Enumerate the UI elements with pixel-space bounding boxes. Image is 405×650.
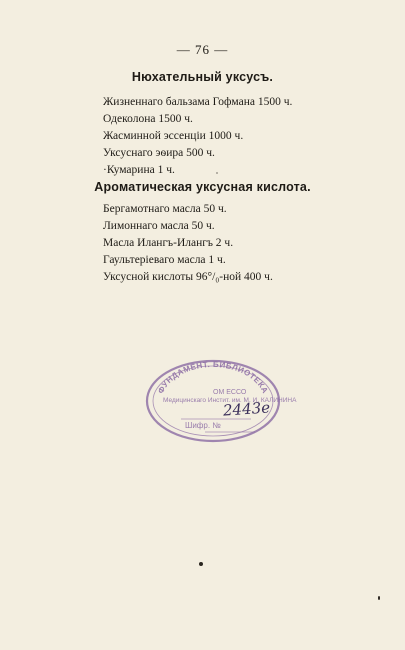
recipe-list-aromatic-acid [103,201,273,286]
recipe-line: Одеколона 1500 ч. [103,113,193,125]
stamp-handwritten-number: 2443е [222,398,271,420]
stamp-line-3: Шифр. № [185,421,221,430]
ink-speck [199,562,203,566]
recipe-line: Жасминной эссенціи 1000 ч. [103,130,244,142]
section-title-aromatic-acid: Ароматическая уксусная кислота. [94,180,311,194]
section-title-snuff-vinegar: Нюхательный уксусъ. [131,70,274,84]
recipe-line: Уксуснаго эѳира 500 ч. [103,147,215,159]
recipe-line: Гаультеріеваго масла 1 ч. [103,254,226,266]
recipe-line: Масла Илангъ-Илангъ 2 ч. [103,237,234,249]
recipe-line: Жизненнаго бальзама Гофмана 1500 ч. [103,96,293,108]
recipe-line: ·Кумарина 1 ч. [103,164,175,176]
stamp-arc-text: ФУНДАМЕНТ. БИБЛИОТЕКА [156,359,270,396]
stamp-line-1: ОМ ЕССО [213,389,247,396]
recipe-line: Бергамотнаго масла 50 ч. [103,203,227,215]
page-number: — 76 — [176,42,229,57]
recipe-line: Лимоннаго масла 50 ч. [103,220,215,232]
library-stamp [143,357,297,443]
ink-speck [378,596,380,600]
recipe-list-snuff-vinegar [103,94,292,179]
ink-speck [216,172,218,174]
recipe-line: Уксусной кислоты 96°/₀-ной 400 ч. [103,271,273,283]
stamp-line-2: Медицинскаго Инстит. им. М. И. КАЛИНИНА [163,397,297,404]
